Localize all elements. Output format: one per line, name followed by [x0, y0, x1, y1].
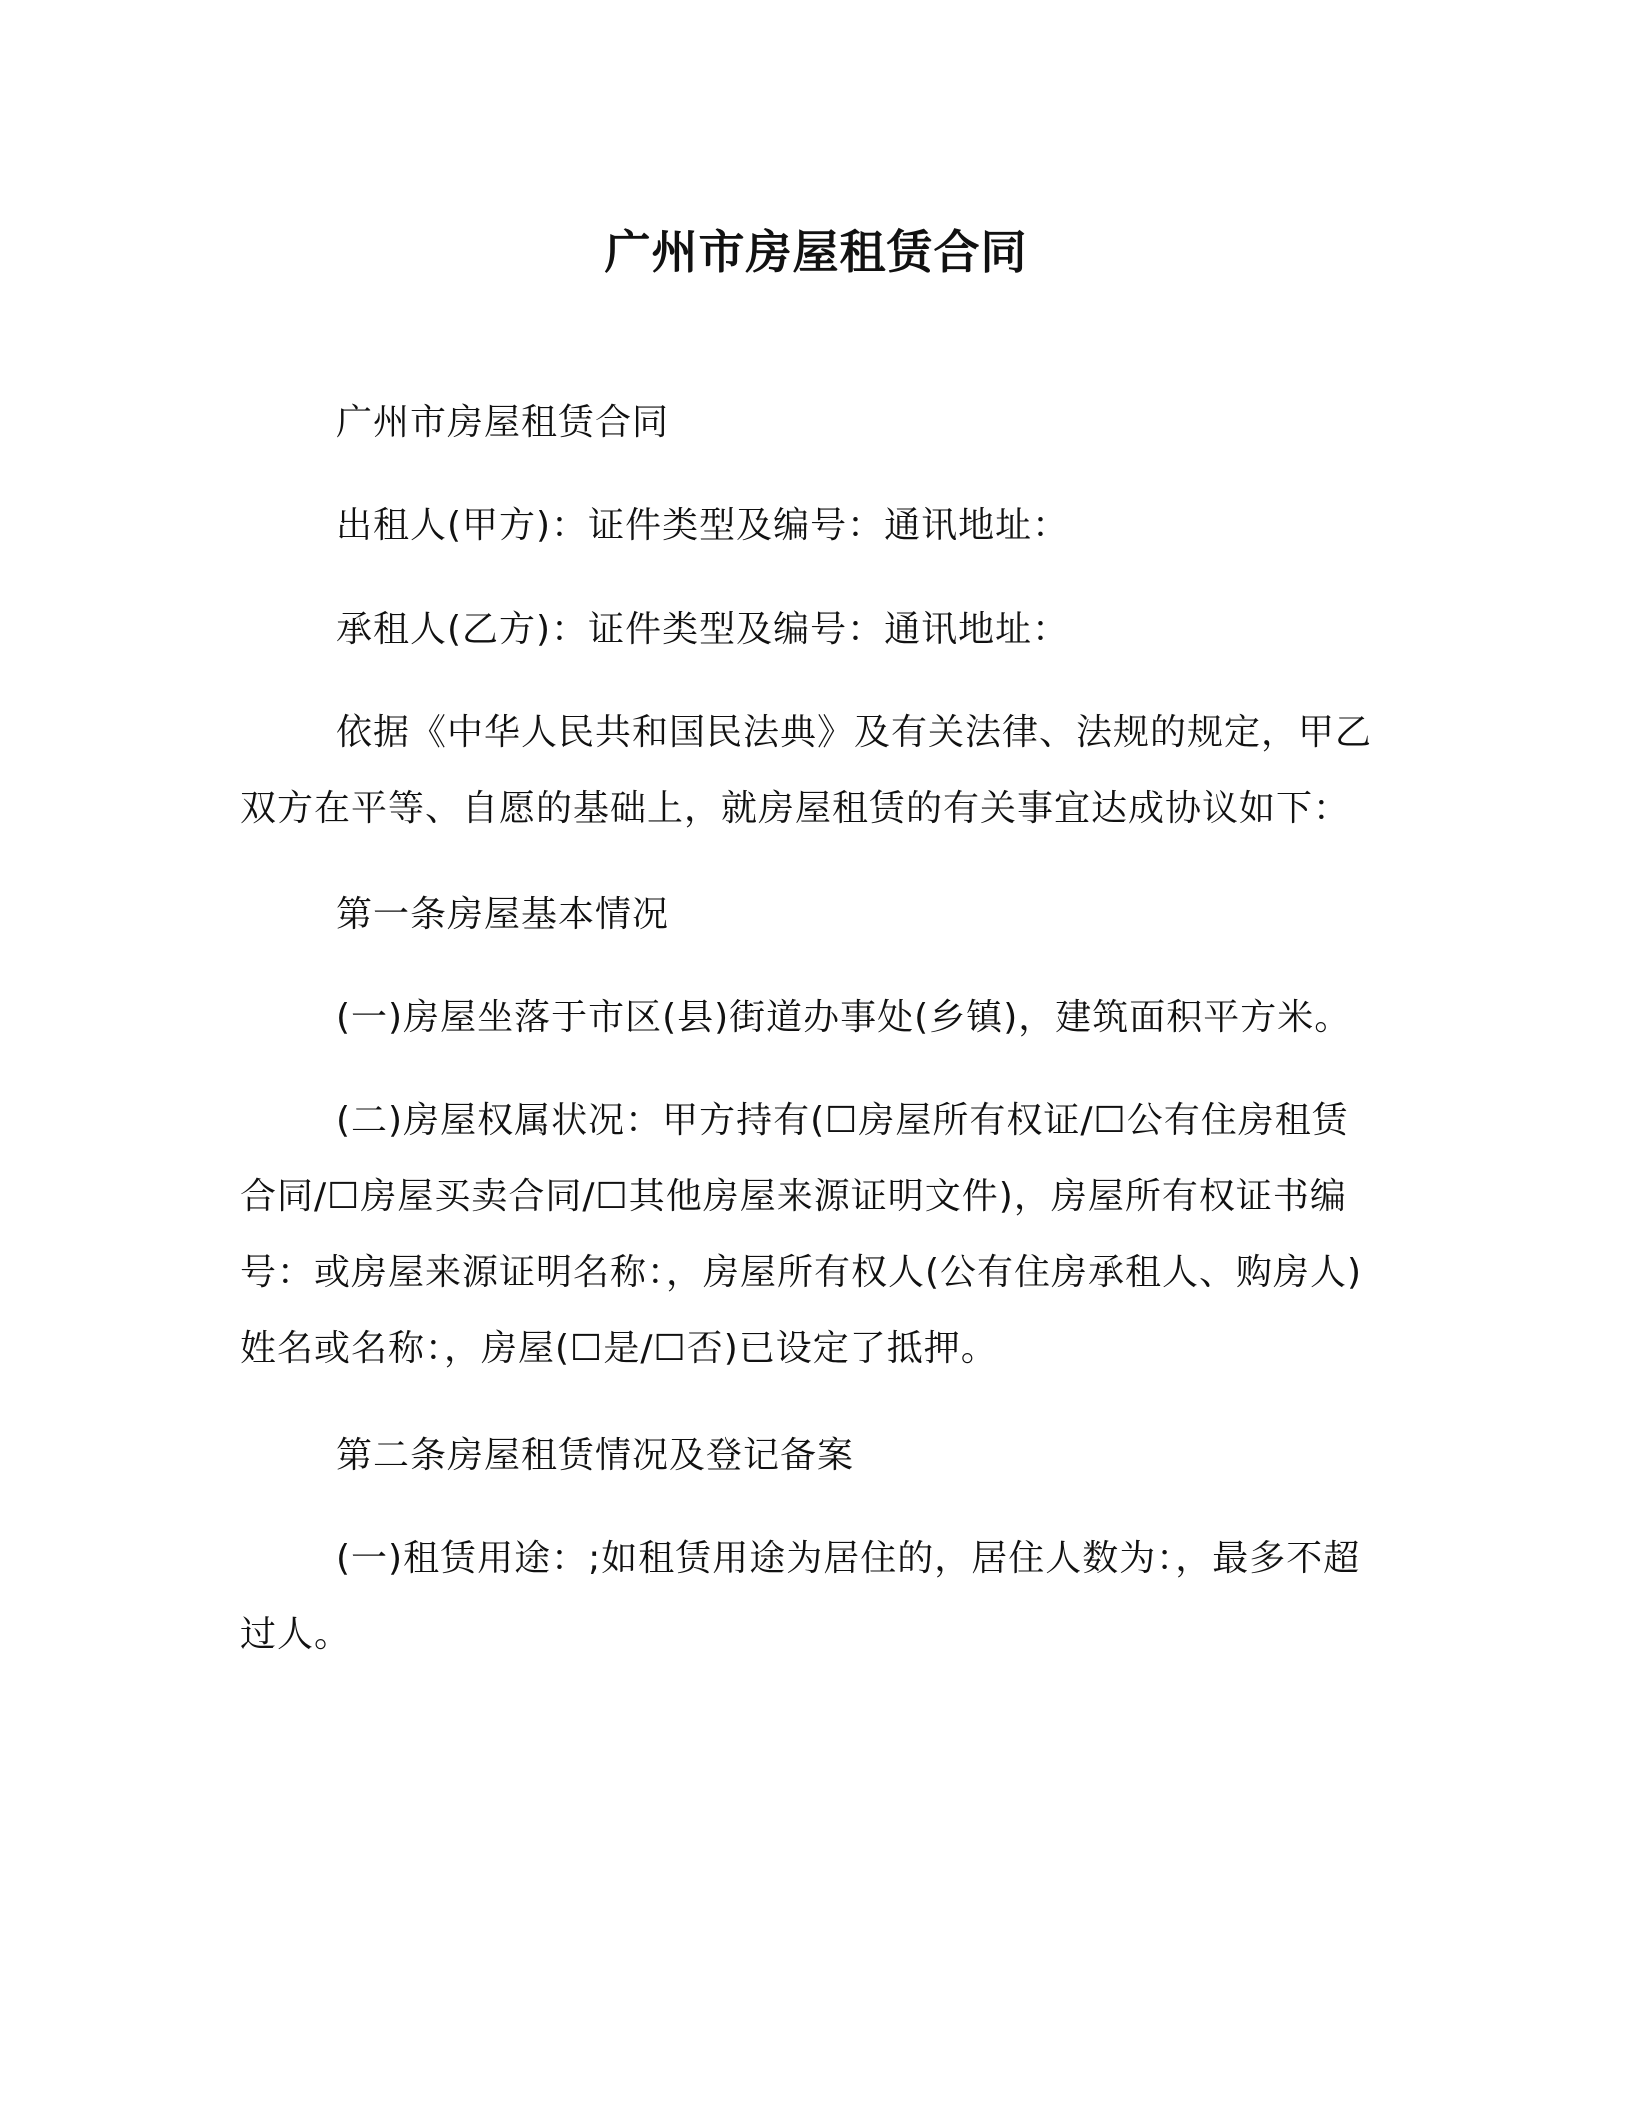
paragraph-lessor: 出租人(甲方)：证件类型及编号：通讯地址： — [336, 505, 1070, 546]
paragraph-article-1-item-2: (二)房屋权属状况：甲方持有(☐房屋所有权证/☐公有住房租赁合同/☐房屋买卖合同/☐其他房屋来源证明文件)，房屋所有权证书编号：或房屋来源证明名称：，房屋所有权人(公有住房承租人、购房人)姓名或名称：，房屋(☐是/☐否)已设定了抵押。 — [240, 1100, 1363, 1369]
document-title: 广州市房屋租赁合同 — [604, 225, 1028, 279]
paragraph-preamble: 依据《中华人民共和国民法典》及有关法律、法规的规定，甲乙双方在平等、自愿的基础上，就房屋租赁的有关事宜达成协议如下： — [240, 712, 1373, 829]
paragraph-article-1-heading: 第一条房屋基本情况 — [336, 894, 670, 935]
paragraph-subtitle: 广州市房屋租赁合同 — [336, 402, 670, 443]
paragraph-article-2-heading: 第二条房屋租赁情况及登记备案 — [336, 1435, 855, 1476]
paragraph-article-2-item-1: (一)租赁用途：;如租赁用途为居住的，居住人数为：，最多不超过人。 — [240, 1538, 1361, 1655]
paragraph-lessee: 承租人(乙方)：证件类型及编号：通讯地址： — [336, 609, 1070, 650]
paragraph-article-1-item-1: (一)房屋坐落于市区(县)街道办事处(乡镇)，建筑面积平方米。 — [336, 997, 1352, 1038]
